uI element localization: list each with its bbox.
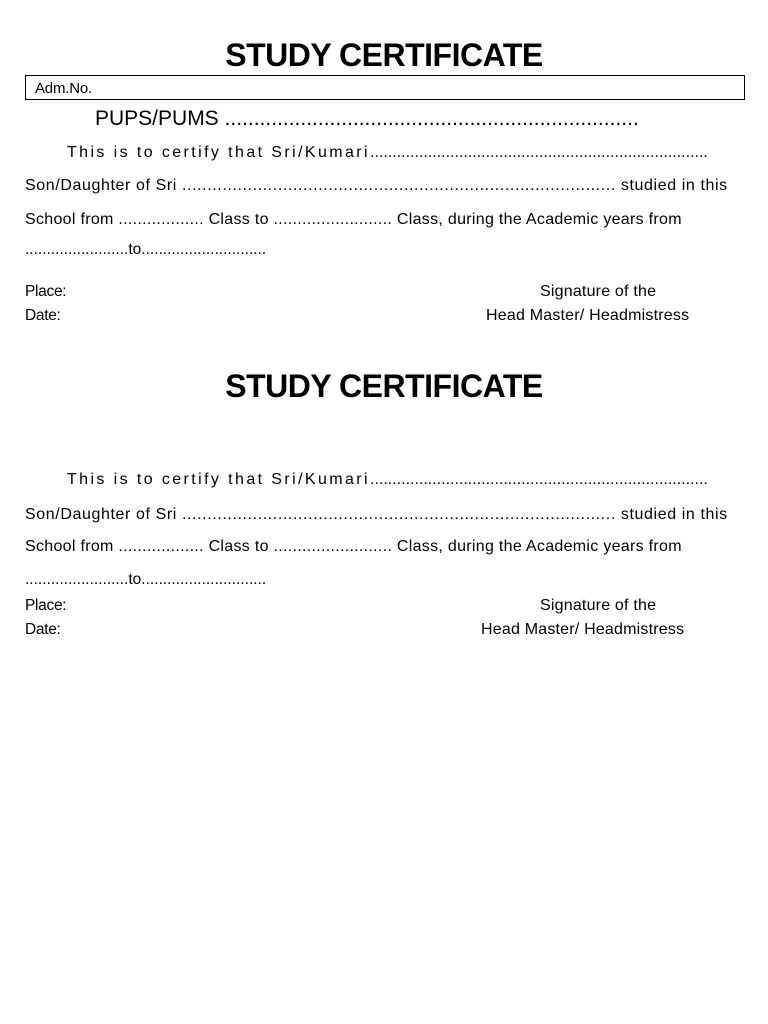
years-line-2: ........................to............................. — [25, 571, 267, 588]
place-label-1: Place: — [25, 283, 67, 300]
son-daughter-line-1: Son/Daughter of Sri ...................................................................................... studied in this — [25, 177, 728, 194]
headmaster-label-2: Head Master/ Headmistress — [481, 621, 685, 638]
signature-label-1: Signature of the — [540, 283, 657, 300]
adm-no-label: Adm.No. — [35, 80, 92, 97]
son-daughter-line-2: Son/Daughter of Sri ...................................................................................... studied in this — [25, 506, 728, 523]
certify-dots: ............................................................................ — [370, 471, 708, 488]
place-label-2: Place: — [25, 597, 67, 614]
date-label-1: Date: — [25, 307, 61, 324]
years-line-1: ........................to............................. — [25, 241, 267, 258]
certify-prefix: This is to certify that Sri/Kumari — [67, 471, 370, 488]
signature-label-2: Signature of the — [540, 597, 657, 614]
certificate-2-title: STUDY CERTIFICATE — [225, 368, 543, 404]
certify-line-2 — [67, 471, 708, 489]
adm-no-box — [25, 75, 745, 100]
date-label-2: Date: — [25, 621, 61, 638]
headmaster-label-1: Head Master/ Headmistress — [486, 307, 690, 324]
school-from-line-1: School from .................. Class to ......................... Class, during the Academic years from — [25, 211, 682, 228]
certify-line-1 — [67, 144, 708, 162]
certify-prefix: This is to certify that Sri/Kumari — [67, 144, 370, 161]
school-name-line: PUPS/PUMS ....................................................................... — [95, 107, 639, 130]
certify-dots: ............................................................................ — [370, 144, 708, 161]
certificate-1-title: STUDY CERTIFICATE — [225, 37, 543, 73]
school-from-line-2: School from .................. Class to ......................... Class, during the Academic years from — [25, 538, 682, 555]
